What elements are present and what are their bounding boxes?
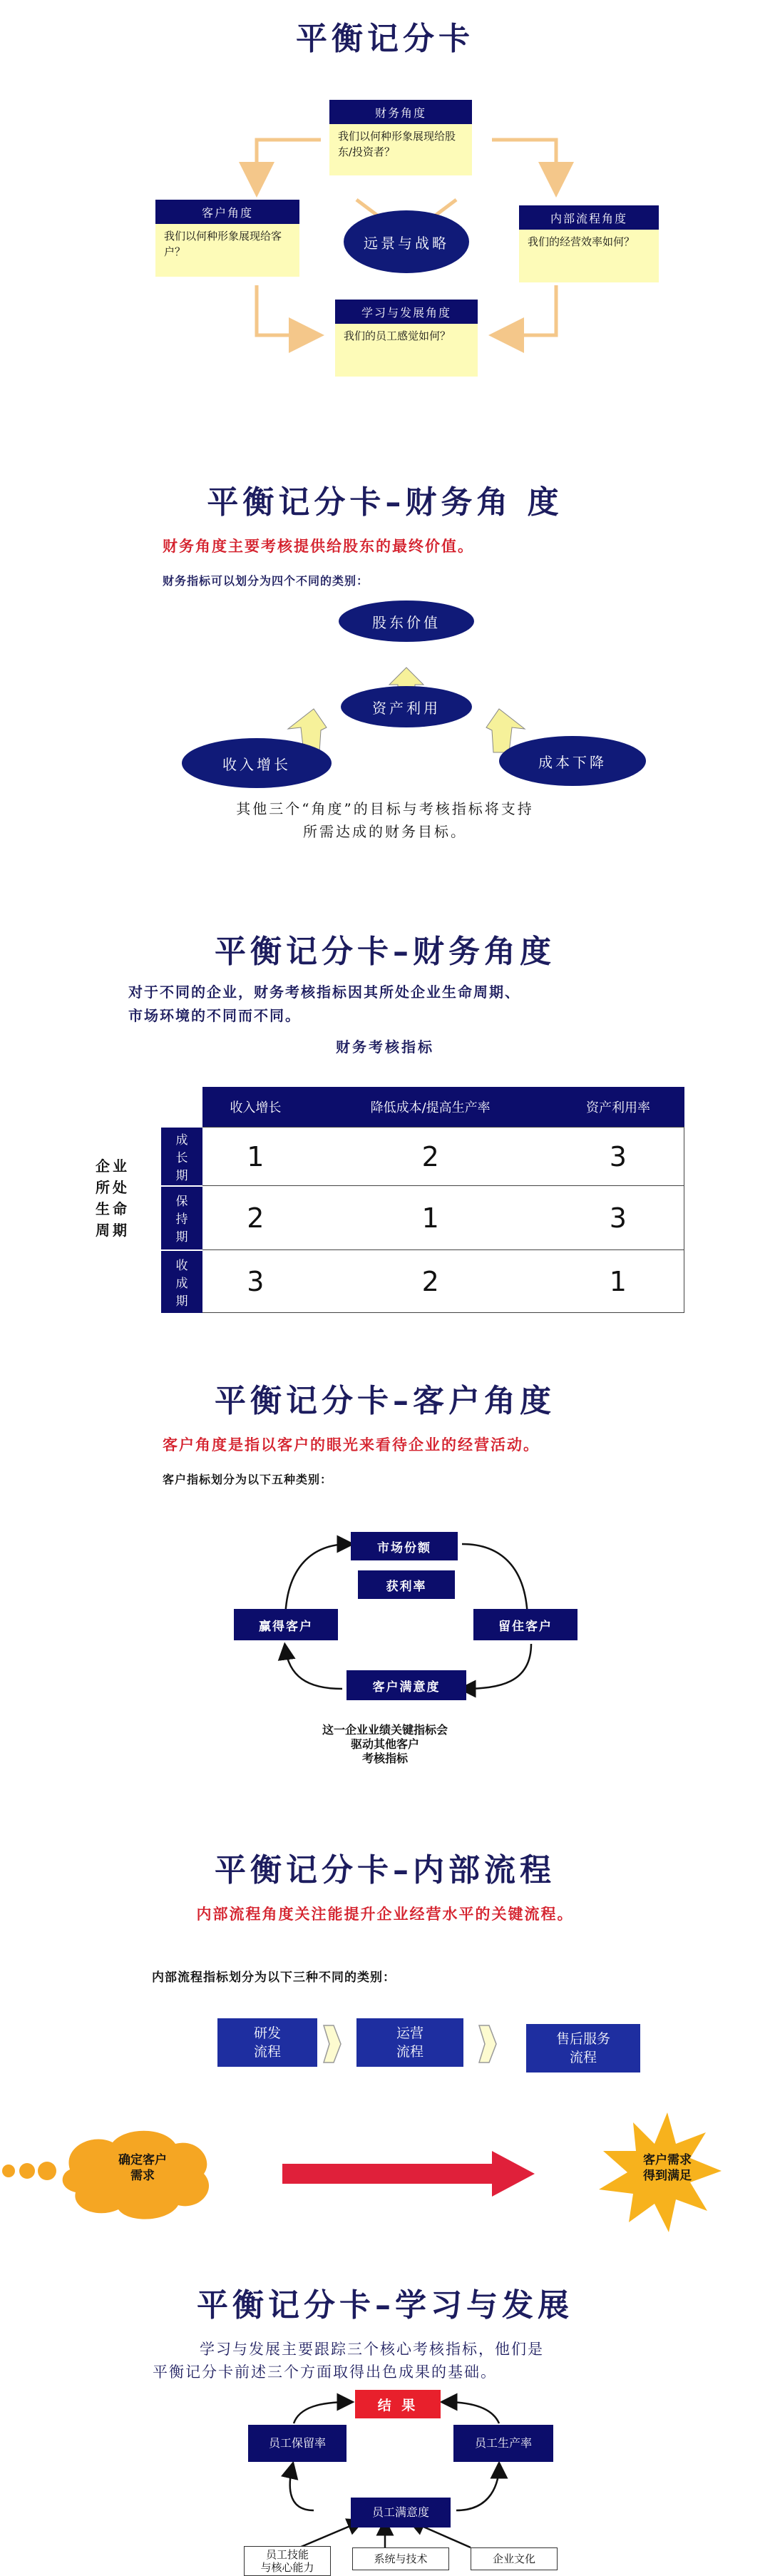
lifecycle-table: [161, 1087, 684, 1313]
profitability-box: 获利率: [358, 1570, 455, 1599]
learning-box: [335, 300, 478, 377]
table-cell: 2: [202, 1186, 309, 1250]
finance-title: 平衡记分卡–财务角 度: [207, 484, 563, 521]
finance-box: [329, 100, 472, 175]
revenue-growth-ellipse: 收入增长: [182, 738, 332, 788]
employee-skills-box: [244, 2546, 331, 2576]
chevron-arrow-icon: [478, 2023, 499, 2065]
internal-sub: 内部流程指标划分为以下三种不同的类别：: [152, 1971, 396, 1985]
customer-note-1: 这一企业业绩关键指标会: [322, 1723, 448, 1737]
column-header: 资产利用率: [553, 1087, 684, 1128]
customer-note-3: 考核指标: [361, 1752, 408, 1765]
finance-note-1: 其他三个“角度”的目标与考核指标将支持: [236, 800, 534, 817]
customer-lead: 客户角度是指以客户的眼光来看待企业的经营活动。: [163, 1436, 540, 1453]
table-cell: 3: [202, 1250, 309, 1313]
learning-body: 我们的员工感觉如何？: [335, 324, 478, 377]
retain-customer-box: 留住客户: [473, 1609, 578, 1640]
need-met-line1: 客户需求: [643, 2153, 692, 2167]
finance-header: 财务角度: [329, 100, 472, 124]
corporate-culture-box: 企业文化: [471, 2547, 558, 2570]
lifecycle-table-title: 财务考核指标: [336, 1038, 434, 1056]
chevron-arrow-icon: [322, 2023, 344, 2065]
operations-process-line1: 运营: [396, 2025, 423, 2041]
need-met-line2: 得到满足: [643, 2169, 692, 2183]
customer-note-2: 驱动其他客户: [350, 1737, 419, 1751]
shareholder-value-ellipse: 股东价值: [339, 600, 474, 642]
asset-utilization-ellipse: 资产利用: [341, 686, 472, 727]
customer-satisfaction-box: 客户满意度: [346, 1670, 466, 1700]
table-row: [161, 1186, 684, 1250]
after-sales-line1: 售后服务: [555, 2031, 610, 2047]
result-box: 结 果: [355, 2390, 441, 2418]
employee-skills-line2: 与核心能力: [260, 2561, 314, 2574]
customer-body: 我们以何种形象展现给客户？: [155, 224, 299, 277]
rd-process-box: [217, 2018, 317, 2067]
customer-box: [155, 200, 299, 277]
operations-process-box: [356, 2018, 463, 2067]
market-share-box: 市场份额: [351, 1532, 458, 1560]
operations-process-line2: 流程: [396, 2044, 423, 2060]
acquire-customer-box: 赢得客户: [234, 1609, 338, 1640]
overview-title: 平衡记分卡: [296, 21, 474, 57]
stage-cell: 收成期: [161, 1250, 202, 1313]
confirm-need-text: [86, 2152, 200, 2184]
table-cell: 3: [553, 1128, 684, 1186]
employee-satisfaction-box: 员工满意度: [351, 2498, 451, 2528]
confirm-need-line1: 确定客户: [118, 2153, 167, 2167]
systems-technology-box: 系统与技术: [352, 2547, 449, 2570]
table-cell: 1: [309, 1186, 553, 1250]
employee-productivity-box: 员工生产率: [453, 2425, 553, 2462]
learning-title: 平衡记分卡–学习与发展: [197, 2287, 573, 2324]
internal-header: 内部流程角度: [519, 205, 659, 230]
vision-strategy-ellipse: 远景与战略: [344, 210, 469, 273]
confirm-need-line2: 需求: [130, 2169, 155, 2183]
after-sales-process-box: [526, 2024, 640, 2072]
table-cell: 3: [553, 1186, 684, 1250]
stage-cell: 成长期: [161, 1128, 202, 1186]
internal-body: 我们的经营效率如何？: [519, 230, 659, 282]
stage-cell: 保持期: [161, 1186, 202, 1250]
column-header: 降低成本/提高生产率: [309, 1087, 553, 1128]
customer-title: 平衡记分卡–客户角度: [215, 1383, 555, 1419]
learning-lead-1: 学习与发展主要跟踪三个核心考核指标，他们是: [200, 2341, 544, 2358]
table-cell: 2: [309, 1128, 553, 1186]
rd-process-line1: 研发: [253, 2025, 281, 2041]
internal-title: 平衡记分卡–内部流程: [215, 1852, 555, 1888]
customer-sub: 客户指标划分为以下五种类别：: [163, 1473, 333, 1486]
learning-lead-2: 平衡记分卡前述三个方面取得出色成果的基础。: [153, 2363, 497, 2381]
internal-lead: 内部流程角度关注能提升企业经营水平的关键流程。: [196, 1906, 574, 1923]
lifecycle-side-label: 企业所处生命周期: [96, 1157, 130, 1239]
finance-sub: 财务指标可以划分为四个不同的类别：: [163, 574, 369, 588]
lifecycle-lead-2: 市场环境的不同而不同。: [128, 1007, 301, 1024]
after-sales-line2: 流程: [569, 2050, 597, 2065]
employee-retention-box: 员工保留率: [248, 2425, 346, 2462]
customer-header: 客户角度: [155, 200, 299, 224]
table-cell: 1: [553, 1250, 684, 1313]
finance-lead: 财务角度主要考核提供给股东的最终价值。: [163, 538, 474, 555]
table-cell: 1: [202, 1128, 309, 1186]
cost-reduction-ellipse: 成本下降: [499, 736, 646, 786]
finance-note-2: 所需达成的财务目标。: [303, 823, 467, 840]
finance-body: 我们以何种形象展现给股东/投资者？: [329, 124, 472, 175]
customer-note: [0, 1723, 770, 1766]
employee-skills-line1: 员工技能: [265, 2548, 309, 2561]
rd-process-line2: 流程: [253, 2044, 281, 2060]
lifecycle-title: 平衡记分卡–财务角度: [215, 934, 555, 970]
table-header-row: [161, 1087, 684, 1128]
internal-box: [519, 205, 659, 282]
table-row: [161, 1128, 684, 1186]
column-header: 收入增长: [202, 1087, 309, 1128]
learning-header: 学习与发展角度: [335, 300, 478, 324]
lifecycle-lead-1: 对于不同的企业，财务考核指标因其所处企业生命周期、: [128, 983, 520, 1001]
table-cell: 2: [309, 1250, 553, 1313]
need-met-text: [617, 2152, 717, 2184]
table-row: [161, 1250, 684, 1313]
